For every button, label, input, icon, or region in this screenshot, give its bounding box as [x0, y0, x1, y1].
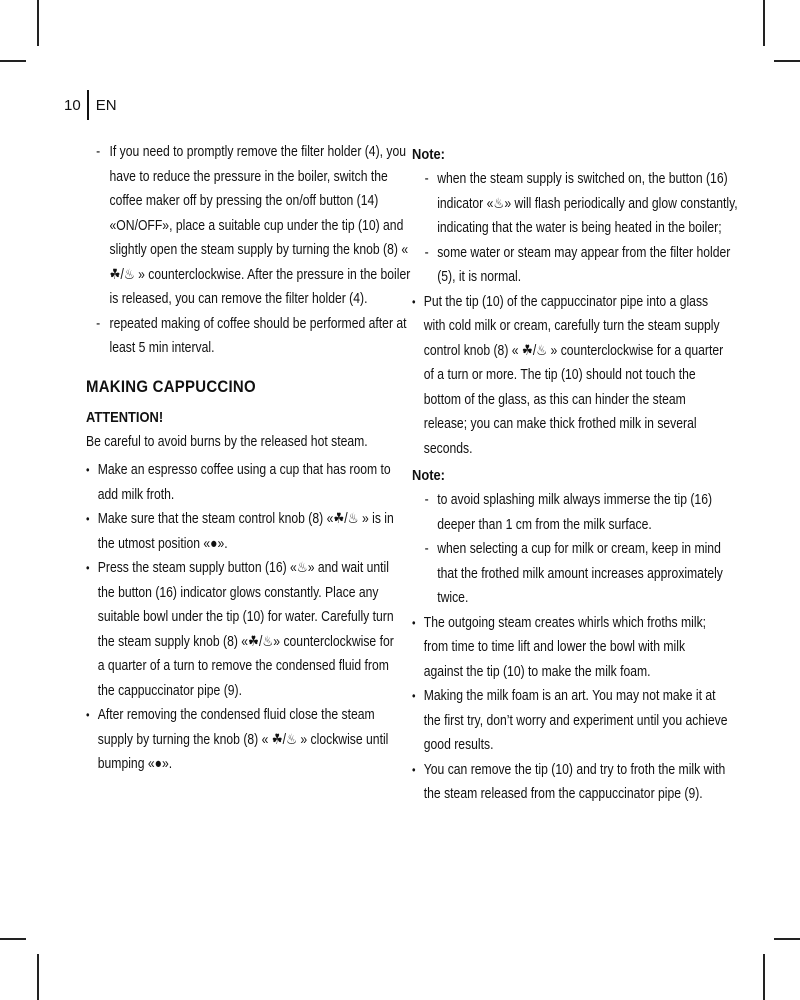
page-number: 10: [64, 96, 81, 114]
bullet-item: • Make an espresso coffee using a cup that has room to add milk froth.: [86, 458, 402, 507]
note-label: Note:: [412, 146, 445, 163]
note-item: - when selecting a cup for milk or cream, keep in mind that the frothed milk amount increases approximately twice.: [412, 537, 741, 611]
page-header: [64, 90, 117, 120]
bullet-item: • Make sure that the steam control knob (8) «☘/♨ » is in the utmost position «●».: [86, 507, 402, 556]
crop-mark: [37, 0, 39, 46]
note-label: Note:: [412, 467, 445, 484]
bullet-item: • Put the tip (10) of the cappuccinator pipe into a glass with cold milk or cream, carefully turn the steam supply control knob (8) « ☘/♨ » counterclockwise for a quarter of a turn or more. The tip (10) should not touch the bottom of the glass, as this can hinder the steam release; you can make thick frothed milk in several seconds.: [412, 290, 728, 462]
right-column: [412, 140, 738, 807]
bullet-item: • You can remove the tip (10) and try to froth the milk with the steam released from the cappuccinator pipe (9).: [412, 758, 728, 807]
crop-mark: [774, 938, 800, 940]
section-heading: MAKING CAPPUCCINO: [86, 376, 256, 396]
note-item: - some water or steam may appear from the filter holder (5), it is normal.: [412, 241, 741, 290]
dash-item: - repeated making of coffee should be performed after at least 5 min interval.: [86, 312, 413, 361]
dash-item: - If you need to promptly remove the filter holder (4), you have to reduce the pressure in the boiler, switch the coffee maker off by pressing the on/off button (14) «ON/OFF», place a suitable cup under the tip (10) and slightly open the steam supply by turning the knob (8) « ☘/♨ » counterclockwise. After the pressure in the boiler is released, you can remove the filter holder (4).: [86, 140, 413, 312]
bullet-item: • Press the steam supply button (16) «♨» and wait until the button (16) indicator glows constantly. Place any suitable bowl under the tip (10) for water. Carefully turn the steam supply knob (8) «☘/♨» counterclockwise for a quarter of a turn to remove the condensed fluid from the cappuccinator pipe (9).: [86, 556, 402, 703]
language-code: EN: [95, 96, 117, 114]
left-column: [86, 140, 411, 777]
crop-mark: [0, 938, 26, 940]
bullet-item: • Making the milk foam is an art. You may not make it at the first try, don’t worry and experiment until you achieve good results.: [412, 684, 728, 758]
crop-mark: [0, 60, 26, 62]
attention-label: ATTENTION!: [86, 408, 164, 426]
header-divider: [87, 90, 89, 120]
note-item: - when the steam supply is switched on, the button (16) indicator «♨» will flash periodically and glow constantly, indicating that the water is being heated in the boiler;: [412, 167, 741, 241]
bullet-item: • After removing the condensed fluid close the steam supply by turning the knob (8) « ☘/♨ » clockwise until bumping «●».: [86, 703, 402, 777]
bullet-item: • The outgoing steam creates whirls which froths milk; from time to time lift and lower the bowl with milk against the tip (10) to make the milk foam.: [412, 611, 728, 685]
crop-mark: [763, 0, 765, 46]
crop-mark: [37, 954, 39, 1000]
warning-text: Be careful to avoid burns by the released hot steam.: [86, 433, 368, 450]
crop-mark: [774, 60, 800, 62]
note-item: - to avoid splashing milk always immerse the tip (16) deeper than 1 cm from the milk surface.: [412, 488, 741, 537]
crop-mark: [763, 954, 765, 1000]
